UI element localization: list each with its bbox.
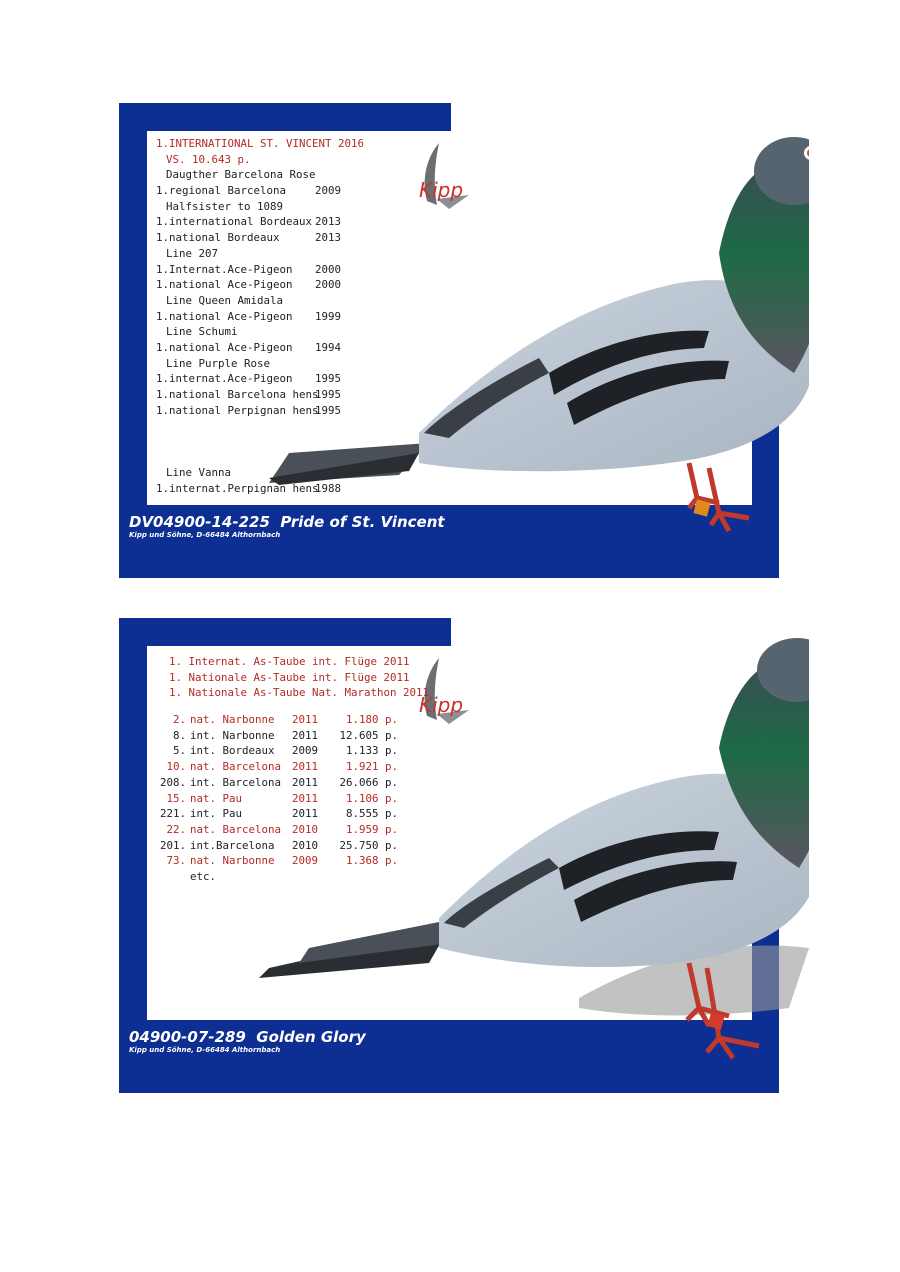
- result-year: 2011: [292, 775, 319, 789]
- result-text: Halfsister to 1089: [166, 199, 284, 213]
- svg-text:Kipp: Kipp: [419, 693, 464, 717]
- result-year: 2011: [292, 807, 319, 821]
- result-text: 1.internat.Perpignan hens: [156, 482, 319, 496]
- pigeon-title: [129, 1028, 366, 1046]
- result-rank: 221.: [159, 807, 186, 821]
- result-year: 1995: [315, 372, 342, 386]
- svg-text:Kipp: Kipp: [419, 178, 464, 202]
- result-rank: 10.: [166, 760, 186, 774]
- result-race: int. Pau: [190, 807, 243, 821]
- result-year: 2011: [292, 791, 319, 805]
- result-points: 1.106 p.: [345, 791, 398, 805]
- pigeon-title: [129, 513, 445, 531]
- result-year: 2013: [315, 215, 342, 229]
- result-year: 2013: [315, 231, 342, 245]
- result-text: Line 207: [166, 246, 219, 260]
- breeder-line: Kipp und Söhne, D-66484 Althornbach: [129, 531, 281, 539]
- result-race: int.Barcelona: [190, 838, 275, 852]
- result-points: 1.180 p.: [345, 713, 398, 727]
- result-text: 1.INTERNATIONAL ST. VINCENT 2016: [156, 137, 365, 150]
- result-race: nat. Pau: [190, 791, 243, 805]
- ring-number: 04900-07-289: [129, 1028, 246, 1046]
- result-year: 2009: [292, 744, 319, 758]
- result-race: nat. Barcelona: [190, 760, 282, 774]
- result-rank: 201.: [159, 838, 186, 852]
- result-text: 1.internat.Ace-Pigeon: [156, 372, 293, 386]
- result-year: 1995: [315, 403, 342, 417]
- pigeon-name: Golden Glory: [256, 1028, 366, 1046]
- result-year: 2010: [292, 822, 319, 836]
- pigeon-name: Pride of St. Vincent: [280, 513, 445, 531]
- result-text: Line Schumi: [166, 325, 238, 339]
- result-race: nat. Narbonne: [190, 854, 275, 868]
- result-rank: 2.: [172, 713, 186, 727]
- result-race: int. Barcelona: [190, 775, 282, 789]
- result-rank: 15.: [166, 791, 186, 805]
- result-rank: 22.: [166, 822, 186, 836]
- result-text: 1.national Ace-Pigeon: [156, 278, 293, 292]
- result-year: 2010: [292, 838, 319, 852]
- result-year: 2009: [292, 854, 319, 868]
- result-race: int. Narbonne: [190, 728, 275, 742]
- result-text: 1.Internat.Ace-Pigeon: [156, 262, 293, 276]
- result-text: Line Purple Rose: [166, 356, 271, 370]
- result-text: 1.national Barcelona hens: [156, 388, 319, 401]
- result-text: Daugther Barcelona Rose: [166, 168, 316, 182]
- result-points: 1.959 p.: [345, 822, 398, 836]
- result-year: 2000: [315, 278, 342, 292]
- result-year: 2011: [292, 713, 319, 727]
- pigeon-caption: [129, 513, 445, 539]
- result-year: 2011: [292, 760, 319, 774]
- result-points: 1.133 p.: [345, 744, 398, 758]
- result-year: 1994: [315, 340, 342, 354]
- result-points: 25.750 p.: [339, 838, 398, 852]
- result-text: 1.international Bordeaux: [156, 215, 313, 229]
- result-points: 8.555 p.: [345, 807, 398, 821]
- result-points: 26.066 p.: [339, 775, 398, 789]
- result-text: Line Vanna: [166, 466, 232, 480]
- result-year: 2011: [292, 728, 319, 742]
- breeder-line: Kipp und Söhne, D-66484 Althornbach: [129, 1046, 281, 1054]
- result-points: 1.368 p.: [345, 854, 398, 868]
- result-text: 1.national Ace-Pigeon: [156, 340, 293, 354]
- result-text: Line Queen Amidala: [166, 293, 284, 307]
- pigeon-card-golden-glory: Kipp 1. Internat. As-Taube int. Flüge 2011 1. Nationale As-Taube int. Flüge 2011 1. Nationale As-Taube Nat. Marathon 2011 2. nat. Narbonne 2011 1.180 p. 8. int. Narbonne 2011 12.605 p. 5. int. Bordeaux 2009 1.133 p. 10. nat. Barcelona 2011 1.921 p. 208. int. Barcelona 2011 26.066 p. 15. nat. Pau 2011 1.106 p. 221. int. Pau 2011 8.555 p. 22. nat. Barcelona 2010 1.959 p. 201. int.Barcelona 2010 25.750 p. 73. nat. Narbonne 2009 1.368 p. etc. 04900-07-289 Golden Glory Kipp und Söhne, D-66484 Althornbach: [119, 618, 779, 1093]
- result-points: 1.921 p.: [345, 760, 398, 774]
- result-text: 1.regional Barcelona: [156, 184, 287, 198]
- result-text: 1.national Bordeaux: [156, 231, 280, 245]
- result-race: int. Bordeaux: [190, 744, 275, 758]
- result-race: nat. Barcelona: [190, 822, 282, 836]
- result-year: 1999: [315, 309, 342, 323]
- pigeon-caption: [129, 1028, 366, 1054]
- result-text: VS. 10.643 p.: [166, 152, 251, 166]
- result-text: 1.national Ace-Pigeon: [156, 309, 293, 323]
- result-points: 12.605 p.: [339, 728, 398, 742]
- result-text: 1.national Perpignan hens: [156, 403, 319, 417]
- result-race: nat. Narbonne: [190, 713, 275, 727]
- kipp-logo: [409, 139, 481, 213]
- ring-number: DV04900-14-225: [129, 513, 270, 531]
- result-year: 2000: [315, 262, 342, 276]
- result-rank: 8.: [172, 728, 186, 742]
- pigeon-card-pride-of-st-vincent: [119, 103, 779, 578]
- result-year: 1995: [315, 388, 342, 401]
- result-year: 1988: [315, 482, 342, 496]
- result-rank: 73.: [166, 854, 186, 868]
- result-rank: 5.: [172, 744, 186, 758]
- result-year: 2009: [315, 184, 342, 198]
- result-rank: 208.: [159, 775, 186, 789]
